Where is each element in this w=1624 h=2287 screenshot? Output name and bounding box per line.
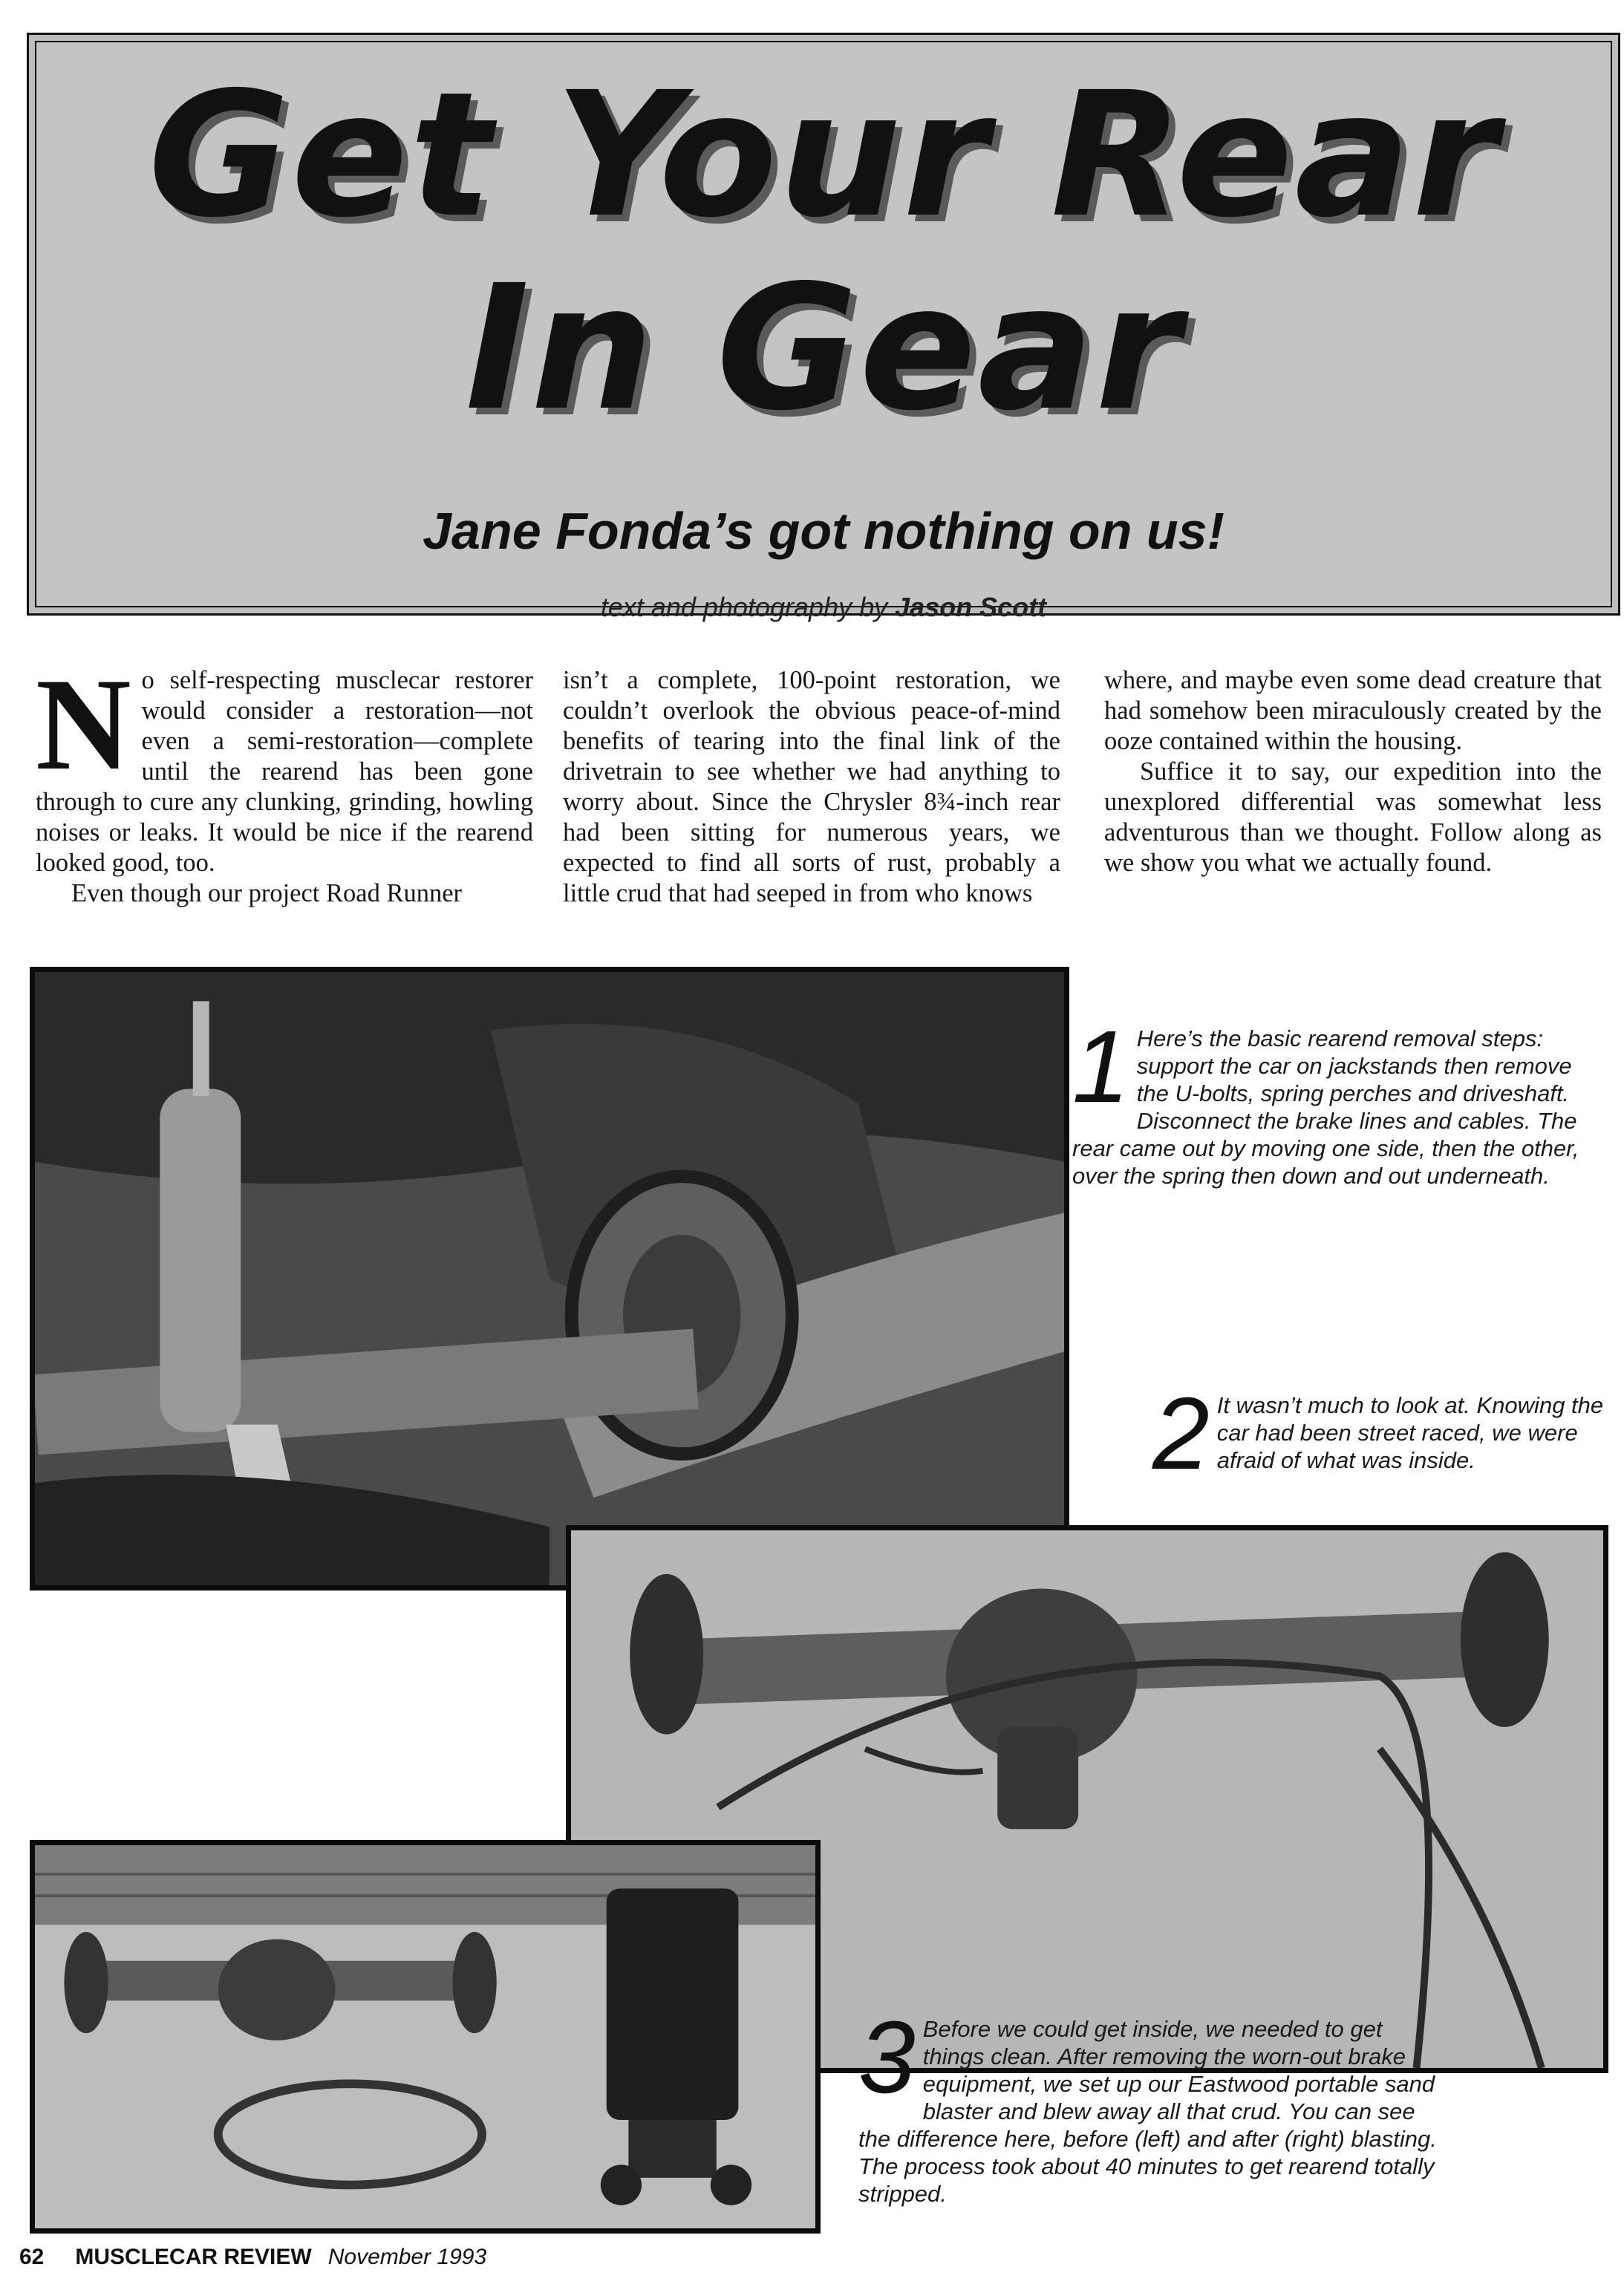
page-footer	[19, 2244, 486, 2271]
article-column-3	[1104, 665, 1602, 878]
page-number: 62	[19, 2245, 45, 2269]
photo-rearend-removal	[30, 967, 1069, 1591]
caption-number: 1	[1072, 1010, 1129, 1124]
caption-text: It wasn’t much to look at. Knowing the car had been street raced, we were afraid of what was inside.	[1216, 1392, 1604, 1473]
caption-number: 2	[1152, 1377, 1210, 1491]
article-column-1	[36, 650, 533, 909]
article-paragraph: where, and maybe even some dead creature that had somehow been miraculously created by the ooze contained within the housing.	[1104, 666, 1602, 755]
drop-cap: N	[36, 650, 131, 797]
headline-line-1: Get Your Rear	[148, 55, 1499, 255]
article-paragraph: Even though our project Road Runner	[71, 879, 463, 907]
article-paragraph	[36, 650, 533, 878]
byline-author: Jason Scott	[895, 592, 1047, 622]
article-text: o self-respecting musclecar restorer would consider a restoration—not even a semi-restoration—complete until the rearend has been gone through to cure any clunking, grinding, howling noises or leaks. It would be nice if the rearend looked good, too.	[36, 666, 533, 877]
caption-number: 3	[858, 2000, 916, 2115]
issue-date: November 1993	[327, 2245, 487, 2269]
photo-sand-blaster	[30, 1840, 821, 2234]
caption-text: Before we could get inside, we needed to get things clean. After removing the worn-out brake equipment, we set up our Eastwood portable sand blaster and blew away all that crud. You can see the difference here, before (left) and after (right) blasting. The process took about 40 minutes to get rearend totally stripped.	[858, 2016, 1437, 2207]
magazine-name: MUSCLECAR REVIEW	[75, 2245, 312, 2269]
caption-1	[1072, 1010, 1608, 1190]
title-box-inner	[35, 41, 1612, 622]
article-paragraph: Suffice it to say, our expedition into the unexplored differential was somewhat less adventurous than we thought. Follow along as we show you what we actually found.	[1104, 757, 1602, 877]
byline	[36, 592, 1611, 623]
title-box	[27, 33, 1620, 622]
article-column-2	[563, 665, 1060, 909]
caption-3	[858, 2000, 1438, 2208]
photo-sand-blaster-image	[35, 1845, 815, 2228]
caption-text: Here’s the basic rearend removal steps: support the car on jackstands then remove the U-bolts, spring perches and driveshaft. Disconnect the brake lines and cables. The rear came out by moving one side, then the other, over the spring then down and out underneath.	[1072, 1025, 1579, 1189]
caption-2	[1152, 1377, 1608, 1491]
subheadline: Jane Fonda’s got nothing on us!	[423, 502, 1224, 560]
headline-line-2: In Gear	[465, 248, 1182, 448]
article-paragraph: isn’t a complete, 100-point restoration, we couldn’t overlook the obvious peace-of-mind benefits of tearing into the final link of the drivetrain to see whether we had anything to worry about. Since the Chrysler 8¾-inch rear had been sitting for numerous years, we expected to find all sorts of rust, probably a little crud that had seeped in from who knows	[563, 666, 1060, 907]
byline-prefix: text and photography by	[600, 592, 888, 622]
photo-rearend-removal-image	[35, 972, 1064, 1585]
